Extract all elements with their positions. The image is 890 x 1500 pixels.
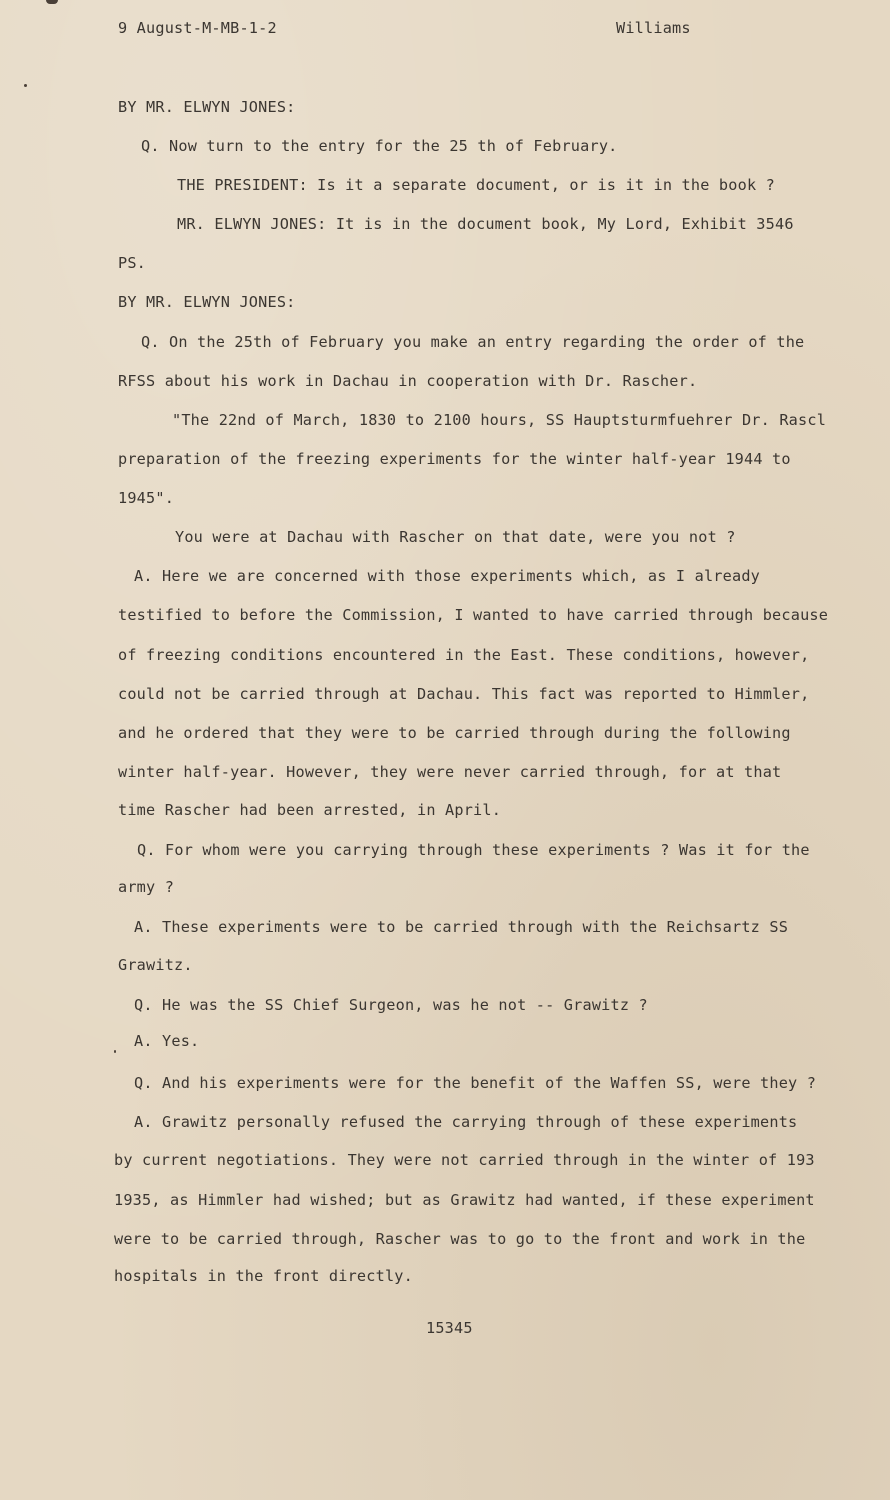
text-line: A. These experiments were to be carried through with the Reichsartz SS bbox=[134, 918, 789, 936]
text-line: could not be carried through at Dachau. This fact was reported to Himmler, bbox=[118, 685, 810, 703]
text-line: MR. ELWYN JONES: It is in the document book, My Lord, Exhibit 3546 bbox=[177, 215, 794, 233]
text-line: Q. He was the SS Chief Surgeon, was he not -- Grawitz ? bbox=[134, 996, 648, 1014]
text-line: Q. And his experiments were for the benefit of the Waffen SS, were they ? bbox=[134, 1074, 817, 1092]
text-line: army ? bbox=[118, 878, 175, 896]
text-line: Grawitz. bbox=[118, 956, 193, 974]
header-right: Williams bbox=[616, 19, 691, 37]
text-line: Q. Now turn to the entry for the 25 th of February. bbox=[141, 137, 618, 155]
text-line: "The 22nd of March, 1830 to 2100 hours, SS Hauptsturmfuehrer Dr. Rascl bbox=[172, 411, 827, 429]
text-line: preparation of the freezing experiments for the winter half-year 1944 to bbox=[118, 450, 791, 468]
ink-speck bbox=[46, 0, 58, 4]
text-line: THE PRESIDENT: Is it a separate document, or is it in the book ? bbox=[177, 176, 775, 194]
text-line: hospitals in the front directly. bbox=[114, 1267, 413, 1285]
text-line: 1945". bbox=[118, 489, 175, 507]
text-line: A. Here we are concerned with those experiments which, as I already bbox=[134, 567, 761, 585]
text-line: 1935, as Himmler had wished; but as Grawitz had wanted, if these experiment bbox=[114, 1191, 815, 1209]
text-line: Q. On the 25th of February you make an entry regarding the order of the bbox=[141, 333, 805, 351]
text-line: You were at Dachau with Rascher on that date, were you not ? bbox=[175, 528, 736, 546]
text-line: winter half-year. However, they were never carried through, for at that bbox=[118, 763, 782, 781]
text-line: A. Grawitz personally refused the carrying through of these experiments bbox=[134, 1113, 798, 1131]
page-number: 15345 bbox=[426, 1319, 473, 1337]
text-line: Q. For whom were you carrying through these experiments ? Was it for the bbox=[137, 841, 810, 859]
text-line: testified to before the Commission, I wanted to have carried through because bbox=[118, 606, 829, 624]
text-line: of freezing conditions encountered in the East. These conditions, however, bbox=[118, 646, 810, 664]
text-line: by current negotiations. They were not carried through in the winter of 193 bbox=[114, 1151, 815, 1169]
text-line: time Rascher had been arrested, in April. bbox=[118, 801, 502, 819]
text-line: BY MR. ELWYN JONES: bbox=[118, 98, 296, 116]
text-line: were to be carried through, Rascher was to go to the front and work in the bbox=[114, 1230, 806, 1248]
text-line: A. Yes. bbox=[134, 1032, 200, 1050]
text-line: RFSS about his work in Dachau in cooperation with Dr. Rascher. bbox=[118, 372, 698, 390]
ink-speck bbox=[24, 84, 27, 87]
text-line: BY MR. ELWYN JONES: bbox=[118, 293, 296, 311]
ink-speck bbox=[114, 1050, 116, 1053]
text-line: PS. bbox=[118, 254, 147, 272]
header-left: 9 August-M-MB-1-2 bbox=[118, 19, 277, 37]
text-line: and he ordered that they were to be carried through during the following bbox=[118, 724, 791, 742]
